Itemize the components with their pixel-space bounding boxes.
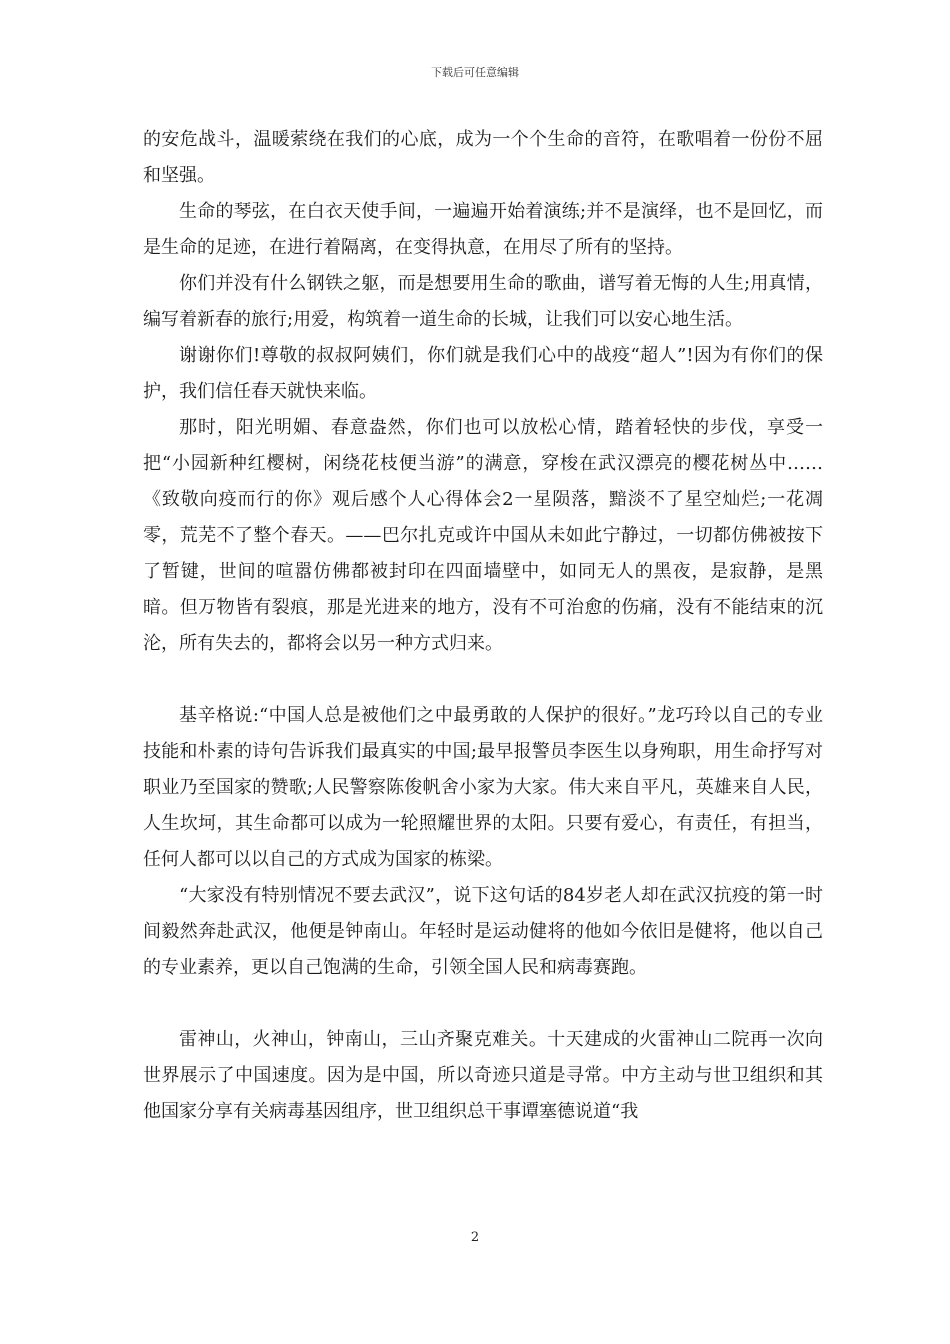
paragraph: 的安危战斗，温暖萦绕在我们的心底，成为一个个生命的音符，在歌唱着一份份不屈和坚强。 [143, 129, 823, 186]
paragraph: 雷神山，火神山，钟南山，三山齐聚克难关。十天建成的火雷神山二院再一次向世界展示了中国速度。因为是中国，所以奇迹只道是寻常。中方主动与世卫组织和其他国家分享有关病毒基因组序，世卫组织总干事谭塞德说道“我 [143, 1029, 823, 1122]
page-number: 2 [470, 1230, 480, 1245]
paragraph: 生命的琴弦，在白衣天使手间，一遍遍开始着演练;并不是演绎，也不是回忆，而是生命的足迹，在进行着隔离，在变得执意，在用尽了所有的坚持。 [143, 201, 823, 258]
paragraph: 谢谢你们!尊敬的叔叔阿姨们，你们就是我们心中的战疫“超人”!因为有你们的保护，我们信任春天就快来临。 [143, 345, 823, 402]
paragraph: 那时，阳光明媚、春意盎然，你们也可以放松心情，踏着轻快的步伐，享受一把“小园新种红樱树，闲绕花枝便当游”的满意，穿梭在武汉漂亮的樱花树丛中……《致敬向疫而行的你》观后感个人心得体会2一星陨落，黯淡不了星空灿烂;一花凋零，荒芜不了整个春天。——巴尔扎克或许中国从未如此宁静过，一切都仿佛被按下了暂键，世间的喧嚣仿佛都被封印在四面墙壁中，如同无人的黑夜，是寂静，是黑暗。但万物皆有裂痕，那是光进来的地方，没有不可治愈的伤痛，没有不能结束的沉沦，所有失去的，都将会以另一种方式归来。 [143, 417, 823, 654]
paragraph: “大家没有特别情况不要去武汉”，说下这句话的84岁老人却在武汉抗疫的第一时间毅然奔赴武汉，他便是钟南山。年轻时是运动健将的他如今依旧是健将，他以自己的专业素养，更以自己饱满的生命，引领全国人民和病毒赛跑。 [143, 885, 823, 978]
document-body [143, 122, 823, 1130]
paragraph: 基辛格说:“中国人总是被他们之中最勇敢的人保护的很好。”龙巧玲以自己的专业技能和朴素的诗句告诉我们最真实的中国;最早报警员李医生以身殉职，用生命抒写对职业乃至国家的赞歌;人民警察陈俊帆舍小家为大家。伟大来自平凡，英雄来自人民，人生坎坷，其生命都可以成为一轮照耀世界的太阳。只要有爱心，有责任，有担当，任何人都可以以自己的方式成为国家的栋梁。 [143, 705, 823, 870]
page-header: 下载后可任意编辑 [431, 66, 519, 79]
paragraph: 你们并没有什么钢铁之躯，而是想要用生命的歌曲，谱写着无悔的人生;用真情，编写着新春的旅行;用爱，构筑着一道生命的长城，让我们可以安心地生活。 [143, 273, 823, 330]
